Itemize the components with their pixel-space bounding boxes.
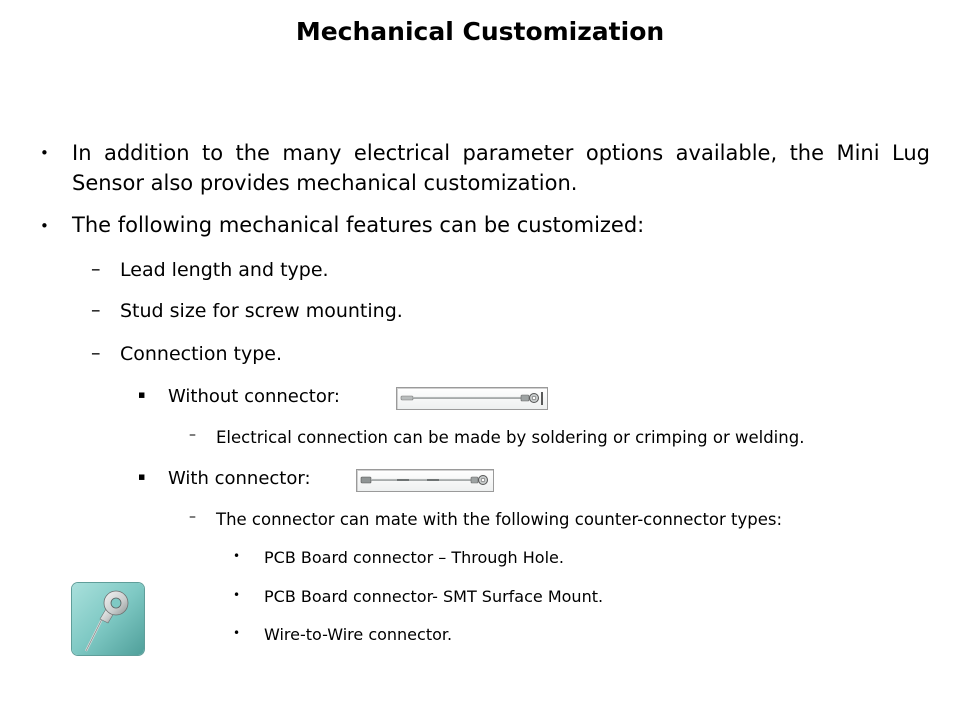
- lug-cable-graphic: [397, 388, 547, 409]
- dash-marker: –: [91, 299, 101, 321]
- bullet-marker: •: [233, 626, 241, 640]
- feature-connection-type: Connection type.: [120, 343, 283, 365]
- dash-marker: –: [91, 342, 101, 364]
- slide-title: Mechanical Customization: [295, 17, 665, 46]
- bullet-marker: •: [40, 217, 49, 235]
- lug-cable-connector-image: [356, 469, 494, 492]
- features-intro: The following mechanical features can be customized:: [72, 213, 645, 237]
- with-connector-label: With connector:: [168, 468, 311, 489]
- without-connector-note: Electrical connection can be made by soldering or crimping or welding.: [216, 428, 805, 447]
- dash-marker: –: [189, 427, 196, 443]
- feature-lead-length: Lead length and type.: [120, 259, 329, 281]
- with-connector-note: The connector can mate with the following counter-connector types:: [216, 510, 783, 529]
- bullet-marker: •: [233, 549, 241, 563]
- lug-cable-image: [396, 387, 548, 410]
- bullet-marker: •: [233, 588, 241, 602]
- connector-type-through-hole: PCB Board connector – Through Hole.: [264, 548, 564, 567]
- dash-marker: –: [91, 258, 101, 280]
- lug-cable-connector-graphic: [357, 470, 493, 491]
- dash-marker: –: [189, 509, 196, 525]
- mini-lug-sensor-image: [72, 583, 144, 655]
- bullet-marker: •: [40, 144, 49, 162]
- connector-type-smt: PCB Board connector- SMT Surface Mount.: [264, 587, 604, 606]
- without-connector-label: Without connector:: [168, 386, 340, 407]
- intro-paragraph: In addition to the many electrical parameter options available, the Mini Lug Sensor also provides mechanical customization.: [72, 141, 930, 195]
- square-marker: ▪: [138, 470, 146, 483]
- mini-lug-sensor-graphic: [72, 583, 144, 655]
- connector-type-wire-to-wire: Wire-to-Wire connector.: [264, 625, 453, 644]
- square-marker: ▪: [138, 388, 146, 401]
- feature-stud-size: Stud size for screw mounting.: [120, 300, 403, 322]
